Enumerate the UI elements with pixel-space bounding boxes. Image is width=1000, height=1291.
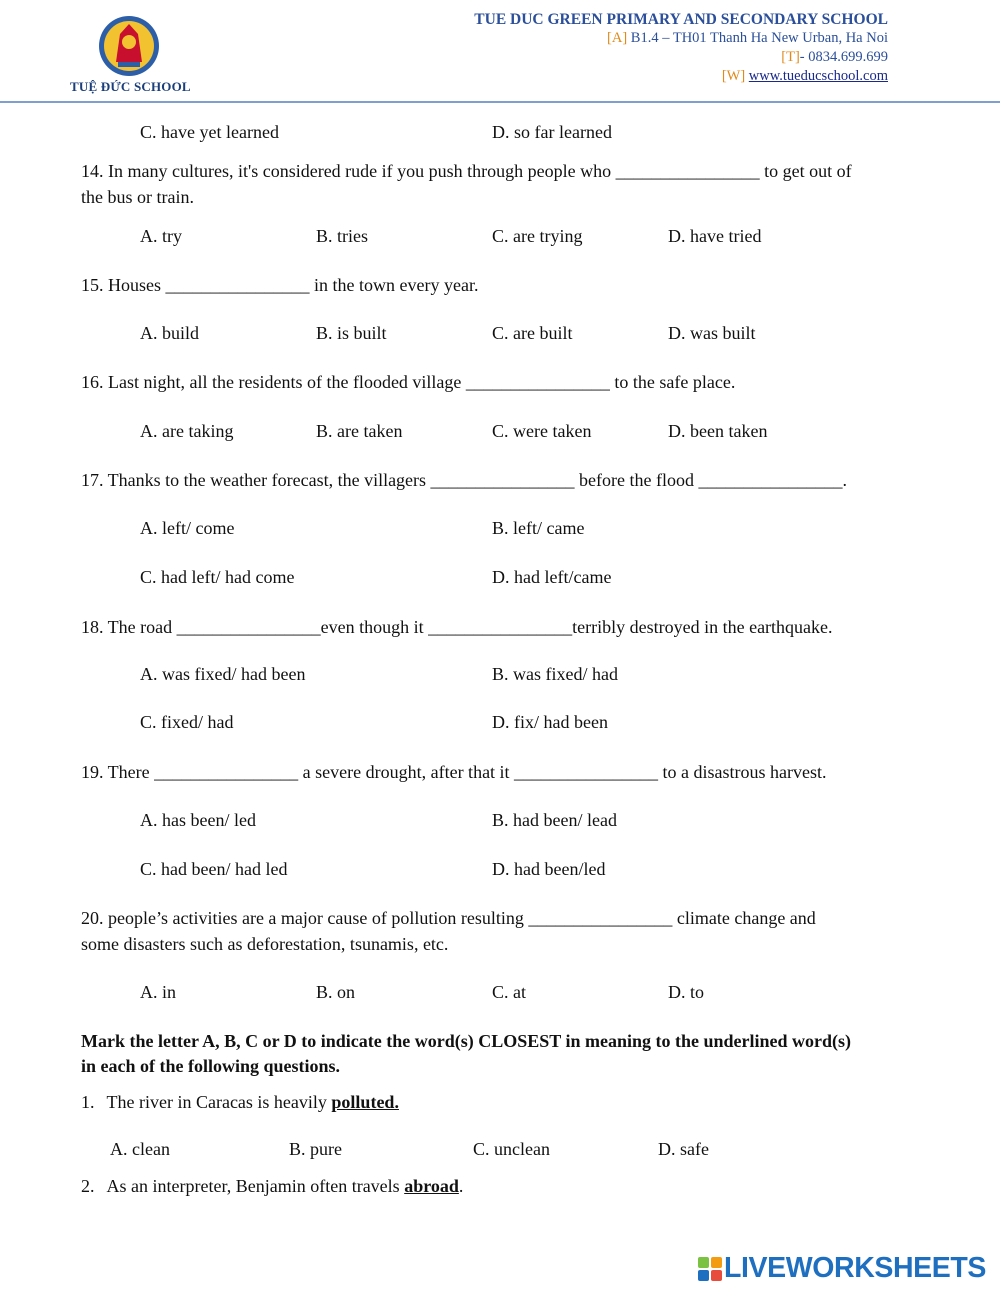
q20-option-a: A. in	[140, 982, 176, 1002]
q14-option-b: B. tries	[316, 226, 368, 246]
s1-option-c: C. unclean	[473, 1139, 550, 1159]
q14-option-a: A. try	[140, 226, 182, 246]
question-14-line2: the bus or train.	[81, 187, 194, 207]
q20-option-d: D. to	[668, 982, 704, 1002]
header-divider	[0, 101, 1000, 103]
question-14	[81, 158, 931, 210]
question-18: 18. The road ________________even though it ________________terribly destroyed in the earthquake.	[81, 617, 833, 637]
synonym-question-2	[81, 1176, 463, 1197]
school-address	[474, 29, 888, 48]
synonym-1-underlined: polluted.	[331, 1092, 399, 1112]
question-20-line1: 20. people’s activities are a major cause of pollution resulting ________________ climate change and	[81, 908, 816, 928]
q14-option-d: D. have tried	[668, 226, 762, 246]
school-name: TUE DUC GREEN PRIMARY AND SECONDARY SCHOOL	[474, 11, 888, 28]
q13-option-d: D. so far learned	[492, 122, 612, 142]
s1-option-b: B. pure	[289, 1139, 342, 1159]
q19-option-b: B. had been/ lead	[492, 810, 617, 830]
question-19: 19. There ________________ a severe drought, after that it ________________ to a disastrous harvest.	[81, 762, 827, 782]
q17-option-a: A. left/ come	[140, 518, 235, 538]
question-14-line1: 14. In many cultures, it's considered rude if you push through people who ________________ to get out of	[81, 161, 852, 181]
q19-option-a: A. has been/ led	[140, 810, 256, 830]
q16-option-d: D. been taken	[668, 421, 768, 441]
address-text: B1.4 – TH01 Thanh Ha New Urban, Ha Noi	[627, 30, 888, 46]
school-crest-logo	[96, 12, 162, 80]
q16-option-a: A. are taking	[140, 421, 234, 441]
q17-option-d: D. had left/came	[492, 567, 612, 587]
q17-option-b: B. left/ came	[492, 518, 585, 538]
synonym-2-underlined: abroad	[404, 1176, 459, 1196]
phone-tag: [T]	[781, 49, 800, 65]
question-16: 16. Last night, all the residents of the flooded village ________________ to the safe place.	[81, 372, 736, 392]
question-15: 15. Houses ________________ in the town every year.	[81, 275, 479, 295]
synonym-question-1	[81, 1092, 399, 1113]
q15-option-c: C. are built	[492, 323, 573, 343]
synonym-2-number: 2.	[81, 1176, 95, 1196]
logo-caption: TUỆ ĐỨC SCHOOL	[70, 79, 191, 94]
q13-option-c: C. have yet learned	[140, 122, 279, 142]
synonym-2-end: .	[458, 1176, 464, 1196]
q18-option-c: C. fixed/ had	[140, 712, 234, 732]
q15-option-a: A. build	[140, 323, 200, 343]
q16-option-b: B. are taken	[316, 421, 403, 441]
liveworksheets-icon	[698, 1257, 722, 1281]
question-17: 17. Thanks to the weather forecast, the villagers ________________ before the flood ________________.	[81, 470, 848, 490]
website-link[interactable]: www.tueducschool.com	[748, 68, 888, 84]
school-phone	[474, 48, 888, 67]
synonym-1-text: The river in Caracas is heavily	[106, 1092, 332, 1112]
q18-option-b: B. was fixed/ had	[492, 664, 618, 684]
q19-option-c: C. had been/ had led	[140, 859, 288, 879]
question-20-line2: some disasters such as deforestation, tsunamis, etc.	[81, 934, 449, 954]
section-instruction	[81, 1029, 931, 1079]
q15-option-b: B. is built	[316, 323, 387, 343]
school-website	[474, 67, 888, 86]
q18-option-d: D. fix/ had been	[492, 712, 608, 732]
liveworksheets-wordmark: LIVEWORKSHEETS	[724, 1252, 987, 1284]
school-contact-block	[474, 10, 888, 86]
instruction-line1: Mark the letter A, B, C or D to indicate the word(s) CLOSEST in meaning to the underlined word(s)	[81, 1031, 852, 1051]
q14-option-c: C. are trying	[492, 226, 583, 246]
synonym-1-number: 1.	[81, 1092, 95, 1112]
q19-option-d: D. had been/led	[492, 859, 606, 879]
synonym-2-text: As an interpreter, Benjamin often travels	[106, 1176, 405, 1196]
phone-text: - 0834.699.699	[799, 49, 888, 65]
q17-option-c: C. had left/ had come	[140, 567, 295, 587]
web-tag: [W]	[721, 68, 746, 84]
address-tag: [A]	[607, 30, 628, 46]
s1-option-d: D. safe	[658, 1139, 709, 1159]
q20-option-c: C. at	[492, 982, 526, 1002]
q16-option-c: C. were taken	[492, 421, 592, 441]
q20-option-b: B. on	[316, 982, 356, 1002]
instruction-line2: in each of the following questions.	[81, 1056, 341, 1076]
question-20	[81, 905, 931, 957]
q15-option-d: D. was built	[668, 323, 756, 343]
q18-option-a: A. was fixed/ had been	[140, 664, 306, 684]
s1-option-a: A. clean	[110, 1139, 170, 1159]
